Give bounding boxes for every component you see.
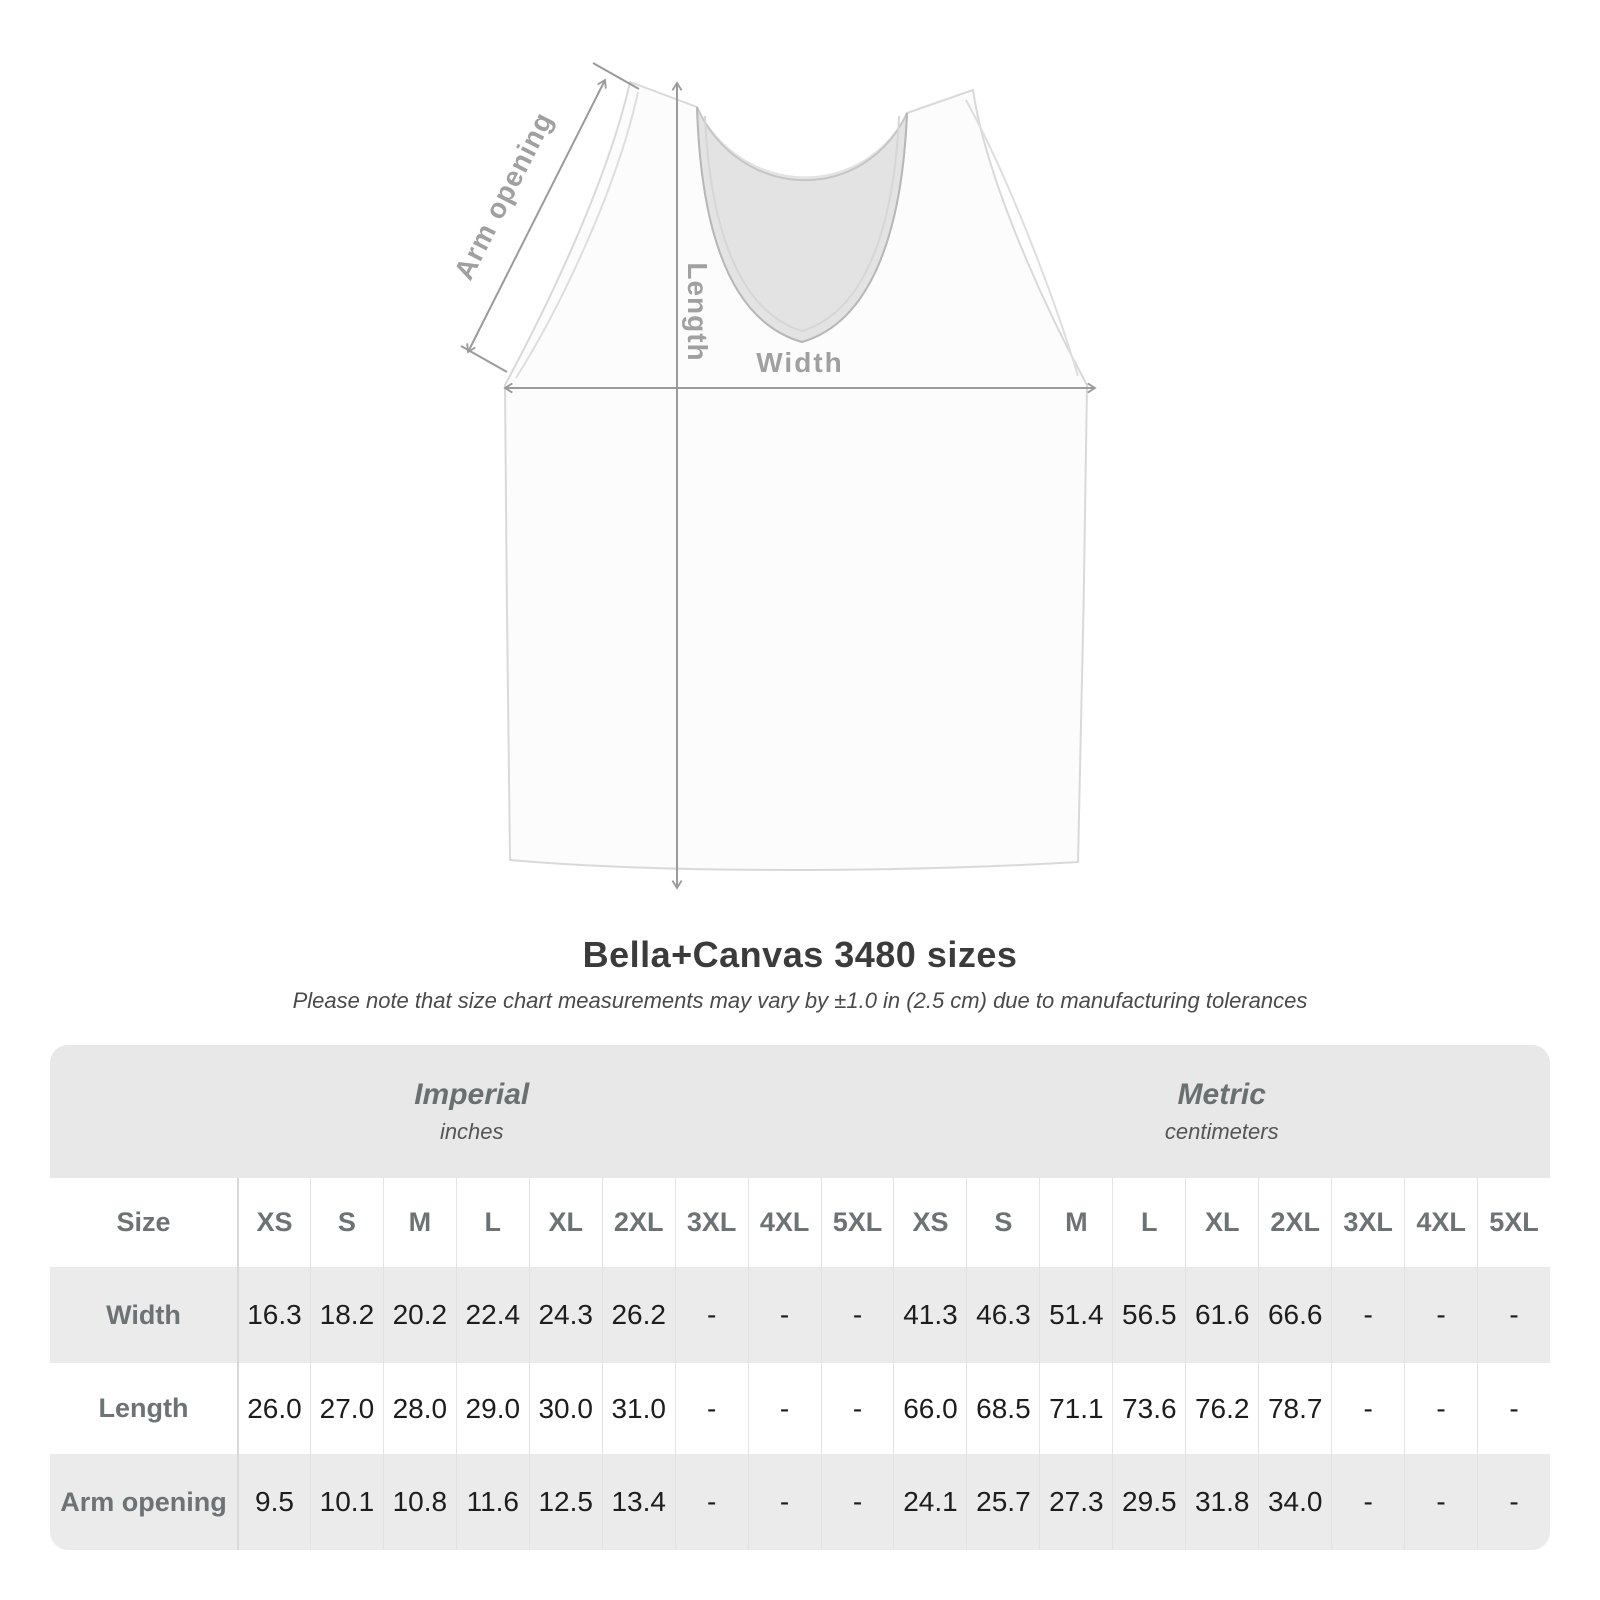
arm-metric-5xl: -: [1477, 1454, 1550, 1550]
metric-section-unit: centimeters: [1164, 1119, 1279, 1144]
size-header-imperial-4xl: 4XL: [748, 1178, 821, 1267]
width-imperial-xs: 16.3: [237, 1267, 310, 1363]
length-metric-m: 71.1: [1039, 1363, 1112, 1454]
size-header-metric-5xl: 5XL: [1477, 1178, 1550, 1267]
length-imperial-xs: 26.0: [237, 1363, 310, 1454]
width-imperial-s: 18.2: [310, 1267, 383, 1363]
arm-imperial-4xl: -: [748, 1454, 821, 1550]
row-label-length: Length: [50, 1363, 237, 1454]
length-metric-l: 73.6: [1112, 1363, 1185, 1454]
arm-imperial-3xl: -: [675, 1454, 748, 1550]
arm-metric-3xl: -: [1331, 1454, 1404, 1550]
size-column-header: Size: [50, 1178, 237, 1267]
tolerance-note: Please note that size chart measurements may vary by ±1.0 in (2.5 cm) due to manufacturing tolerances: [292, 988, 1308, 1013]
width-metric-m: 51.4: [1039, 1267, 1112, 1363]
length-imperial-s: 27.0: [310, 1363, 383, 1454]
length-metric-5xl: -: [1477, 1363, 1550, 1454]
size-header-imperial-2xl: 2XL: [602, 1178, 675, 1267]
arm-imperial-m: 10.8: [383, 1454, 456, 1550]
arm-metric-2xl: 34.0: [1258, 1454, 1331, 1550]
length-imperial-5xl: -: [821, 1363, 894, 1454]
length-imperial-4xl: -: [748, 1363, 821, 1454]
length-label: Length: [682, 262, 713, 362]
arm-imperial-xl: 12.5: [529, 1454, 602, 1550]
size-header-metric-l: L: [1112, 1178, 1185, 1267]
size-header-imperial-5xl: 5XL: [821, 1178, 894, 1267]
title-block: [0, 934, 1600, 1014]
width-imperial-m: 20.2: [383, 1267, 456, 1363]
arm-opening-tick-top: [593, 63, 639, 89]
size-header-imperial-xl: XL: [529, 1178, 602, 1267]
arm-metric-m: 27.3: [1039, 1454, 1112, 1550]
size-header-metric-s: S: [966, 1178, 1039, 1267]
imperial-section-title: Imperial: [414, 1078, 530, 1111]
metric-section-header: [893, 1045, 1550, 1178]
size-header-metric-m: M: [1039, 1178, 1112, 1267]
row-label-width: Width: [50, 1267, 237, 1363]
arm-opening-label: Arm opening: [448, 106, 560, 285]
width-metric-s: 46.3: [966, 1267, 1039, 1363]
size-header-imperial-s: S: [310, 1178, 383, 1267]
size-header-metric-xl: XL: [1185, 1178, 1258, 1267]
length-metric-2xl: 78.7: [1258, 1363, 1331, 1454]
width-metric-5xl: -: [1477, 1267, 1550, 1363]
width-metric-xl: 61.6: [1185, 1267, 1258, 1363]
row-label-arm-opening: Arm opening: [50, 1454, 237, 1550]
length-imperial-3xl: -: [675, 1363, 748, 1454]
metric-section-title: Metric: [1177, 1078, 1266, 1111]
size-header-metric-4xl: 4XL: [1404, 1178, 1477, 1267]
width-metric-3xl: -: [1331, 1267, 1404, 1363]
width-imperial-4xl: -: [748, 1267, 821, 1363]
arm-metric-4xl: -: [1404, 1454, 1477, 1550]
length-imperial-2xl: 31.0: [602, 1363, 675, 1454]
size-header-metric-2xl: 2XL: [1258, 1178, 1331, 1267]
size-header-metric-3xl: 3XL: [1331, 1178, 1404, 1267]
arm-metric-l: 29.5: [1112, 1454, 1185, 1550]
arm-opening-tick-bottom: [461, 346, 507, 372]
width-metric-l: 56.5: [1112, 1267, 1185, 1363]
arm-imperial-l: 11.6: [456, 1454, 529, 1550]
arm-metric-xs: 24.1: [893, 1454, 966, 1550]
length-imperial-m: 28.0: [383, 1363, 456, 1454]
width-imperial-3xl: -: [675, 1267, 748, 1363]
length-imperial-l: 29.0: [456, 1363, 529, 1454]
width-imperial-2xl: 26.2: [602, 1267, 675, 1363]
length-metric-xs: 66.0: [893, 1363, 966, 1454]
arm-imperial-xs: 9.5: [237, 1454, 310, 1550]
length-metric-4xl: -: [1404, 1363, 1477, 1454]
size-header-metric-xs: XS: [893, 1178, 966, 1267]
tank-top-diagram: [430, 50, 1130, 910]
width-metric-4xl: -: [1404, 1267, 1477, 1363]
size-header-imperial-l: L: [456, 1178, 529, 1267]
size-header-imperial-3xl: 3XL: [675, 1178, 748, 1267]
length-metric-3xl: -: [1331, 1363, 1404, 1454]
length-imperial-xl: 30.0: [529, 1363, 602, 1454]
width-metric-xs: 41.3: [893, 1267, 966, 1363]
arm-metric-xl: 31.8: [1185, 1454, 1258, 1550]
width-metric-2xl: 66.6: [1258, 1267, 1331, 1363]
arm-imperial-s: 10.1: [310, 1454, 383, 1550]
width-imperial-l: 22.4: [456, 1267, 529, 1363]
arm-imperial-2xl: 13.4: [602, 1454, 675, 1550]
arm-metric-s: 25.7: [966, 1454, 1039, 1550]
length-metric-xl: 76.2: [1185, 1363, 1258, 1454]
arm-imperial-5xl: -: [821, 1454, 894, 1550]
width-imperial-xl: 24.3: [529, 1267, 602, 1363]
size-header-imperial-xs: XS: [237, 1178, 310, 1267]
width-label: Width: [756, 347, 844, 378]
size-table: [50, 1045, 1550, 1550]
imperial-section-unit: inches: [439, 1119, 504, 1144]
length-metric-s: 68.5: [966, 1363, 1039, 1454]
imperial-section-header: [50, 1045, 893, 1178]
size-header-imperial-m: M: [383, 1178, 456, 1267]
page-title: Bella+Canvas 3480 sizes: [582, 934, 1018, 975]
width-imperial-5xl: -: [821, 1267, 894, 1363]
